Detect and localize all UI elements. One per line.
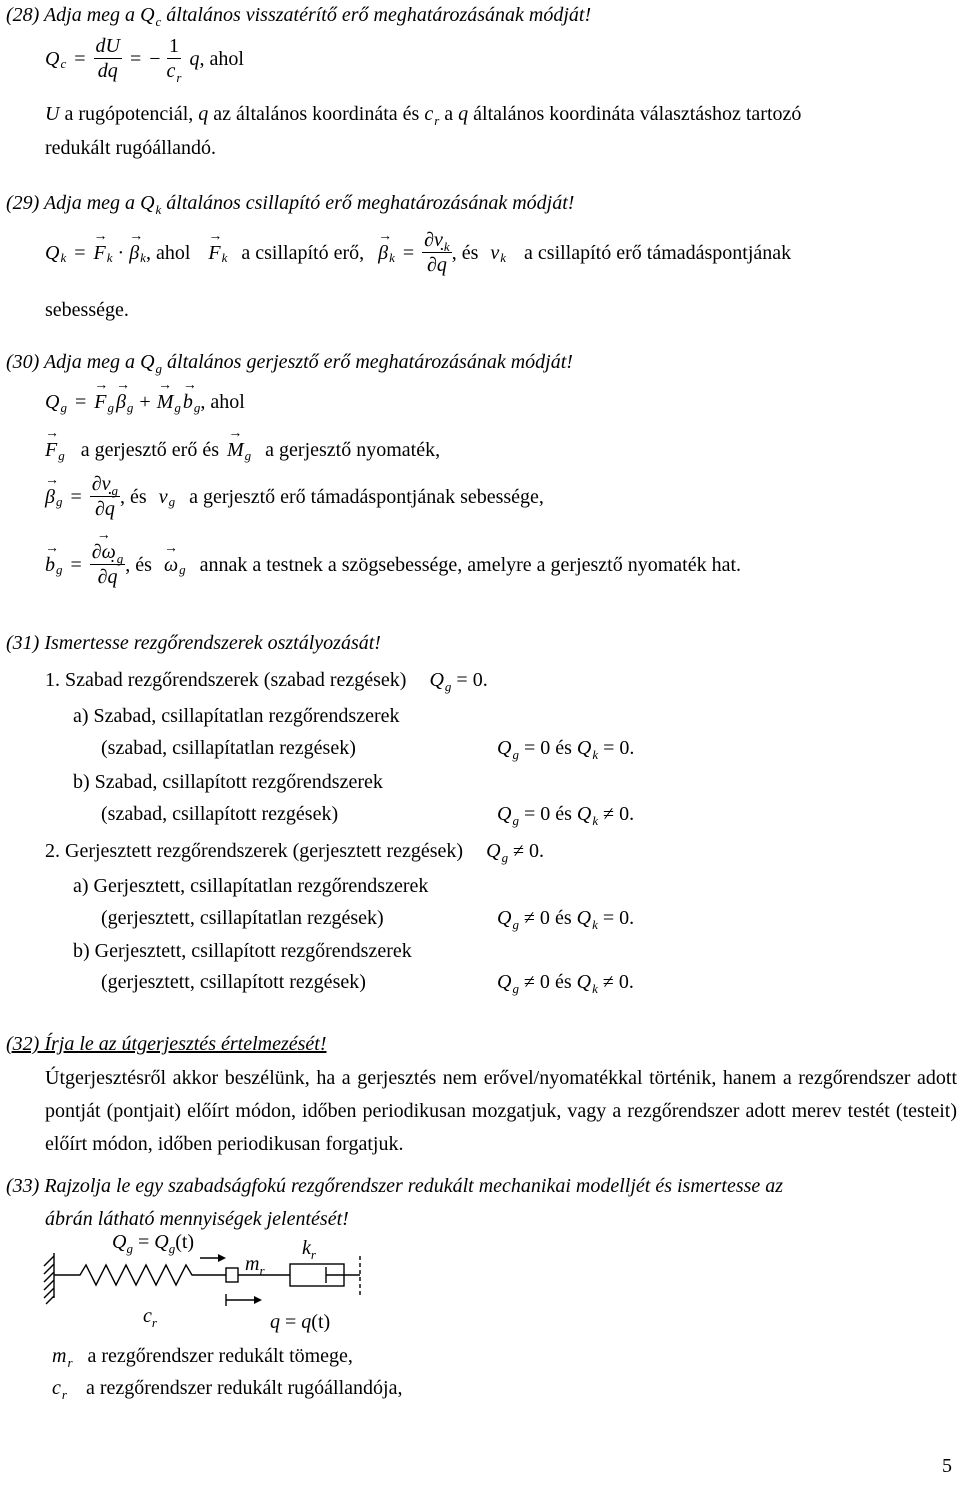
q31-item1a-cond: $Q_g = 0$ és $Q_k = 0$. [497,737,635,762]
q30-equation: Q g = → F g → β g + → M g → b g , ahol [45,392,245,412]
q29-line2: sebessége. [45,299,129,321]
q28-description: U a rugópotenciál, q az általános koordináta és $c_r$ a q általános koordináta választáshoz tartozó redukált rugóállandó. [45,103,802,159]
q28-heading: (28) Adja meg a $Q_c$ általános visszatérítő erő meghatározásának módját! [6,4,592,29]
q28-equation: Q c = $\frac{dU}{dq}$ = − $\frac{1}{c_r}$ q , ahol [45,35,244,85]
q30-fraction-v: $\frac{\partial v_g}{\partial˙ q}$ [90,474,120,519]
q28-fraction-dU-dq: $\frac{dU}{dq}$ [95,35,120,82]
spring-cr [54,1265,226,1285]
q33-def-m: $m_r$ a rezgőrendszer redukált tömege, [52,1345,353,1370]
q29-heading: (29) Adja meg a $Q_k$ általános csillapító erő meghatározásának módját! [6,192,575,217]
q31-item1a-line1: a) Szabad, csillapítatlan rezgőrendszerek [73,705,400,727]
q31-item2b-cond: $Q_g \ne 0$ és $Q_k \ne 0$. [497,971,634,996]
q33-heading: (33) Rajzolja le egy szabadságfokú rezgőrendszer redukált mechanikai modelljét és ismertesse az ábrán látható mennyiségek jelentését! [6,1175,784,1230]
q31-item2a-cond: $Q_g \ne 0$ és $Q_k = 0$. [497,907,635,932]
fig-label-Qg: $Q_g = Q_g(t)$ [112,1231,195,1256]
q33-def-c: $c_r$ a rezgőrendszer redukált rugóállandója, [52,1377,403,1402]
q30-heading: (30) Adja meg a $Q_g$ általános gerjesztő erő meghatározásának módját! [6,351,573,376]
q32-heading: (32) Írja le az útgerjesztés értelmezését! [6,1033,327,1055]
q30-line4: → b g = → $\frac{\partial\omega_g}{\partial˙ q}$ , és → ω g annak a testnek a szögsebessége, amelyre a gerjesztő nyomaték hat. [45,542,741,587]
mass-mr [226,1268,238,1282]
q30-fraction-omega: → $\frac{\partial\omega_g}{\partial˙ q}$ [90,542,126,587]
q29-fraction: $\frac{\partial v_k}{\partial˙ q}$ [422,230,452,275]
q30-line3: → β g = $\frac{\partial v_g}{\partial˙ q}$ , és v g a gerjesztő erő támadáspontjának sebessége, [45,474,544,519]
q31-heading: (31) Ismertesse rezgőrendszerek osztályozását! [6,632,381,654]
q31-item1b-line2: (szabad, csillapított rezgések) [101,803,339,825]
fig-label-mr: $m_r$ [245,1253,265,1278]
q31-item2b-line1: b) Gerjesztett, csillapított rezgőrendszerek [73,940,412,962]
q31-item2b-line2: (gerjesztett, csillapított rezgések) [101,971,366,993]
q28-fraction-1-cr: $\frac{1}{c_r}$ [166,35,182,85]
q31-item1b-cond: $Q_g = 0$ és $Q_k \ne 0$. [497,803,635,828]
q31-item2: 2. Gerjesztett rezgőrendszerek (gerjesztett rezgések) $Q_g \ne 0$. [45,840,545,865]
q31-item2a-line1: a) Gerjesztett, csillapítatlan rezgőrendszerek [73,875,429,897]
sdof-mechanical-model-diagram [40,1228,400,1348]
q31-item1b-line1: b) Szabad, csillapított rezgőrendszerek [73,771,383,793]
fig-label-q: q = q(t) [270,1311,331,1333]
q32-body: Útgerjesztésről akkor beszélünk, ha a gerjesztés nem erővel/nyomatékkal történik, hanem a rezgőrendszer adott pontját (pontjait) előírt módon, időben periodikusan mozgatjuk, vagy a rezgőrendszer adott merev testét (testeit) előírt módon, időben periodikusan forgatjuk. [45,1067,957,1155]
q30-line2: → F g a gerjesztő erő és → M g a gerjesztő nyomaték, [45,440,440,460]
q31-item2a-line2: (gerjesztett, csillapítatlan rezgések) [101,907,384,929]
wall-hatching [44,1256,54,1304]
q31-item1a-line2: (szabad, csillapítatlan rezgések) [101,737,356,759]
fig-label-kr: $k_r$ [302,1237,316,1262]
page-number: 5 [942,1455,952,1477]
fig-label-cr: $c_r$ [143,1305,157,1330]
q31-item1: 1. Szabad rezgőrendszerek (szabad rezgések) $Q_g = 0$. [45,669,488,694]
q29-equation: Q k = → F k · → β k , ahol → F k a csillapító erő, → β k = $\frac{\partial v_k}{\partial˙ q}$ , és v k a csillapító erő támadáspontjának [45,230,791,275]
